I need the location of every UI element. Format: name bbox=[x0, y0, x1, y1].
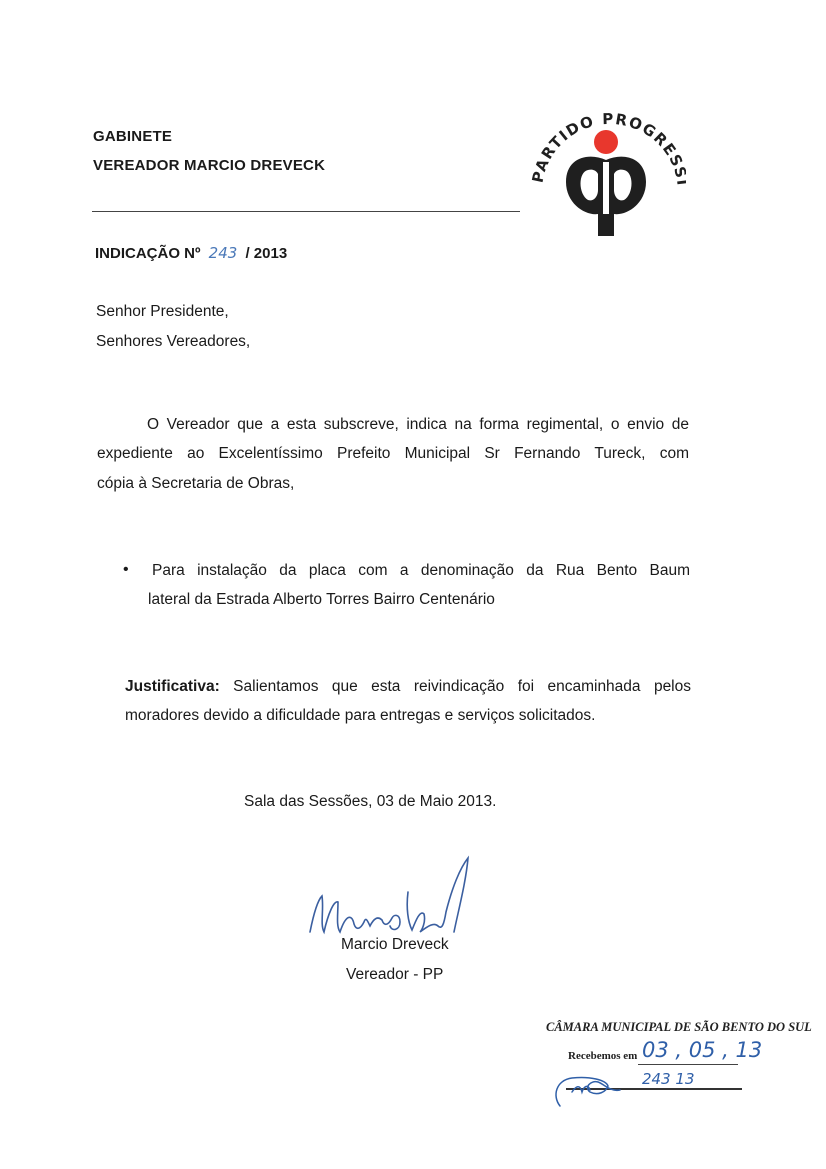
bullet-line2: lateral da Estrada Alberto Torres Bairro Centenário bbox=[148, 591, 495, 608]
justificativa-line2: moradores devido a dificuldade para entregas e serviços solicitados. bbox=[125, 707, 596, 724]
stamp-received-label: Recebemos em bbox=[568, 1050, 638, 1062]
logo-red-circle bbox=[594, 130, 618, 154]
reception-stamp bbox=[546, 1036, 776, 1116]
salutation-line2: Senhores Vereadores, bbox=[96, 333, 251, 350]
stamp-initials-icon bbox=[550, 1062, 640, 1112]
indicacao-number: 243 bbox=[208, 244, 238, 262]
logo-arc-text: PARTIDO PROGRES bbox=[528, 109, 686, 185]
salutation-line1: Senhor Presidente, bbox=[96, 303, 229, 320]
intro-line3: cópia à Secretaria de Obras, bbox=[97, 475, 295, 492]
signature-role: Vereador - PP bbox=[346, 966, 444, 983]
bullet-line1: Para instalação da placa com a denominação da Rua Bento Baum bbox=[152, 562, 690, 579]
justificativa-label: Justificativa: bbox=[125, 678, 220, 695]
closing-place-date: Sala das Sessões, 03 de Maio 2013. bbox=[244, 793, 497, 810]
header-divider bbox=[92, 211, 520, 212]
stamp-protocol: 243 13 bbox=[642, 1070, 695, 1088]
signature-name: Marcio Dreveck bbox=[341, 936, 449, 953]
header-vereador: VEREADOR MARCIO DREVECK bbox=[93, 157, 326, 174]
intro-line1: O Vereador que a esta subscreve, indica na forma regimental, o envio de bbox=[147, 416, 689, 433]
stamp-title: CÂMARA MUNICIPAL DE SÃO BENTO DO SUL bbox=[546, 1020, 812, 1034]
indicacao-suffix: / 2013 bbox=[245, 245, 288, 262]
party-logo bbox=[526, 100, 686, 240]
intro-line2: expediente ao Excelentíssimo Prefeito Municipal Sr Fernando Tureck, com bbox=[97, 445, 689, 462]
partido-progressista-logo-icon bbox=[526, 100, 686, 240]
justificativa-line1 bbox=[125, 672, 691, 701]
stamp-date: 03 , 05 , 13 bbox=[642, 1038, 763, 1062]
header-gabinete: GABINETE bbox=[93, 128, 173, 145]
indicacao-line bbox=[95, 244, 287, 262]
justificativa-text1: Salientamos que esta reivindicação foi encaminhada pelos bbox=[233, 678, 691, 695]
indicacao-prefix: INDICAÇÃO Nº bbox=[95, 245, 201, 262]
bullet-dot: • bbox=[123, 561, 129, 578]
